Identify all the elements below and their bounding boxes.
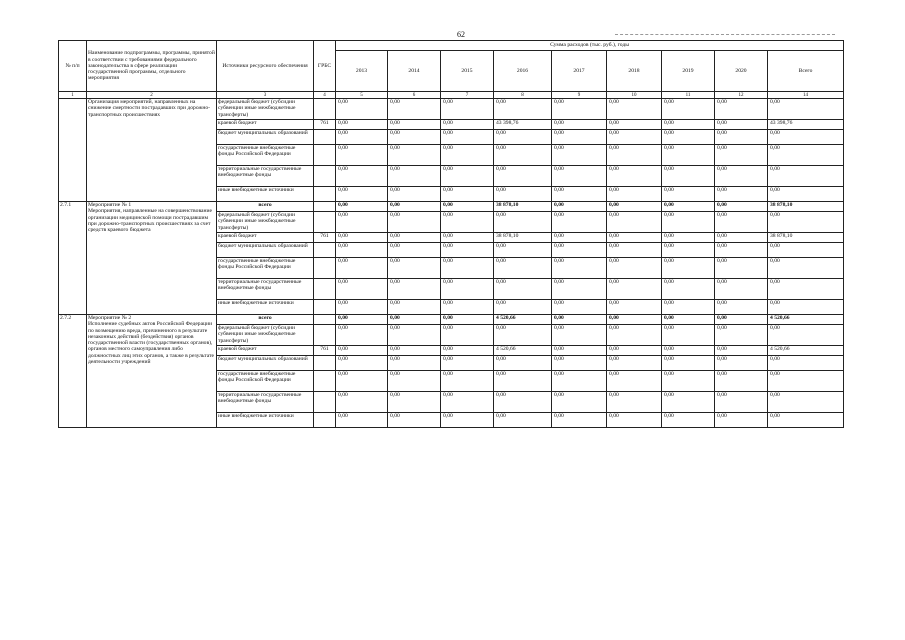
year-value: 0,00 (607, 356, 662, 371)
year-value: 0,00 (662, 212, 715, 233)
year-value: 0,00 (388, 130, 441, 145)
header-name: Наименование подпрограммы, программы, принятой в соответствии с требованиями федерального законодательства в сфере реализации государственной программы, отдельного мероприятия (87, 41, 217, 92)
funding-source: всего (217, 202, 314, 212)
year-value: 0,00 (441, 356, 494, 371)
year-value: 0,00 (662, 99, 715, 120)
year-value: 0,00 (715, 315, 768, 325)
year-value: 0,00 (441, 346, 494, 356)
year-value: 0,00 (441, 325, 494, 346)
header-year: 2017 (552, 51, 607, 92)
total-value: 0,00 (768, 212, 844, 233)
year-value: 0,00 (552, 300, 607, 315)
grbs-code (314, 212, 336, 233)
year-value: 0,00 (715, 356, 768, 371)
year-value: 0,00 (388, 392, 441, 413)
year-value: 0,00 (388, 99, 441, 120)
year-value: 43 398,76 (494, 120, 552, 130)
year-value: 0,00 (441, 279, 494, 300)
column-index: 8 (494, 92, 552, 99)
column-index: 3 (217, 92, 314, 99)
year-value: 0,00 (552, 243, 607, 258)
year-value: 0,00 (715, 300, 768, 315)
funding-source: иные внебюджетные источники (217, 187, 314, 202)
year-value: 0,00 (662, 356, 715, 371)
header-year: 2015 (441, 51, 494, 92)
total-value: 4 520,66 (768, 315, 844, 325)
measure-title: Мероприятие № 2 (88, 315, 132, 321)
year-value: 0,00 (388, 315, 441, 325)
column-index: 14 (768, 92, 844, 99)
total-value: 0,00 (768, 300, 844, 315)
total-value: 0,00 (768, 145, 844, 166)
year-value: 0,00 (607, 413, 662, 428)
grbs-code (314, 145, 336, 166)
year-value: 0,00 (715, 243, 768, 258)
year-value: 0,00 (336, 166, 388, 187)
year-value: 0,00 (607, 325, 662, 346)
year-value: 0,00 (607, 99, 662, 120)
funding-source: краевой бюджет (217, 346, 314, 356)
year-value: 0,00 (552, 371, 607, 392)
column-index: 9 (552, 92, 607, 99)
year-value: 0,00 (494, 413, 552, 428)
year-value: 0,00 (607, 300, 662, 315)
year-value: 0,00 (715, 212, 768, 233)
grbs-code (314, 130, 336, 145)
year-value: 38 878,10 (494, 202, 552, 212)
year-value: 0,00 (607, 120, 662, 130)
column-index: 1 (59, 92, 87, 99)
year-value: 0,00 (441, 233, 494, 243)
total-value: 0,00 (768, 258, 844, 279)
year-value: 0,00 (715, 120, 768, 130)
year-value: 0,00 (441, 212, 494, 233)
year-value: 0,00 (441, 120, 494, 130)
header-sum: Сумма расходов (тыс. руб.), годы (336, 41, 844, 51)
year-value: 0,00 (494, 99, 552, 120)
total-value: 0,00 (768, 371, 844, 392)
table-row (59, 99, 844, 120)
grbs-code (314, 243, 336, 258)
header-year: 2020 (715, 51, 768, 92)
year-value: 38 878,10 (494, 233, 552, 243)
grbs-code (314, 187, 336, 202)
year-value: 0,00 (388, 258, 441, 279)
year-value: 0,00 (441, 413, 494, 428)
funding-source: иные внебюджетные источники (217, 300, 314, 315)
year-value: 0,00 (662, 315, 715, 325)
grbs-code (314, 202, 336, 212)
year-value: 0,00 (715, 99, 768, 120)
total-value: 0,00 (768, 243, 844, 258)
year-value: 0,00 (662, 300, 715, 315)
year-value: 0,00 (494, 325, 552, 346)
year-value: 0,00 (715, 279, 768, 300)
year-value: 0,00 (715, 187, 768, 202)
total-value: 0,00 (768, 279, 844, 300)
year-value: 0,00 (494, 258, 552, 279)
year-value: 0,00 (336, 120, 388, 130)
year-value: 0,00 (336, 233, 388, 243)
grbs-code (314, 279, 336, 300)
year-value: 0,00 (388, 279, 441, 300)
year-value: 0,00 (715, 346, 768, 356)
table-row (59, 202, 844, 212)
year-value: 0,00 (336, 371, 388, 392)
year-value: 0,00 (607, 279, 662, 300)
year-value: 0,00 (552, 392, 607, 413)
table-row (59, 315, 844, 325)
measure-name (87, 202, 217, 315)
funding-source: бюджет муниципальных образований (217, 243, 314, 258)
year-value: 0,00 (494, 187, 552, 202)
grbs-code (314, 413, 336, 428)
year-value: 0,00 (607, 233, 662, 243)
header-grbs: ГРБС (314, 41, 336, 92)
measure-title: Мероприятие № 1 (88, 202, 132, 208)
year-value: 0,00 (715, 325, 768, 346)
funding-source: краевой бюджет (217, 120, 314, 130)
year-value: 0,00 (441, 145, 494, 166)
column-index: 7 (441, 92, 494, 99)
year-value: 0,00 (388, 120, 441, 130)
expenses-table (58, 40, 844, 428)
year-value: 0,00 (715, 130, 768, 145)
year-value: 0,00 (388, 187, 441, 202)
year-value: 0,00 (388, 300, 441, 315)
year-value: 0,00 (441, 187, 494, 202)
year-value: 0,00 (607, 371, 662, 392)
total-value: 0,00 (768, 187, 844, 202)
year-value: 0,00 (607, 258, 662, 279)
funding-source: государственные внебюджетные фонды Российской Федерации (217, 145, 314, 166)
year-value: 0,00 (388, 212, 441, 233)
measure-name (87, 315, 217, 428)
funding-source: государственные внебюджетные фонды Российской Федерации (217, 258, 314, 279)
total-value: 0,00 (768, 99, 844, 120)
year-value: 0,00 (715, 371, 768, 392)
year-value: 0,00 (607, 212, 662, 233)
header-np: № п/п (59, 41, 87, 92)
column-index: 10 (607, 92, 662, 99)
year-value: 0,00 (552, 325, 607, 346)
year-value: 0,00 (662, 392, 715, 413)
year-value: 0,00 (715, 145, 768, 166)
page-number: 62 (457, 30, 465, 39)
column-index: 5 (336, 92, 388, 99)
funding-source: территориальные государственные внебюджетные фонды (217, 392, 314, 413)
row-number: 2.7.1 (59, 202, 87, 315)
year-value: 0,00 (336, 346, 388, 356)
header-source: Источники ресурсного обеспечения (217, 41, 314, 92)
year-value: 0,00 (336, 99, 388, 120)
year-value: 0,00 (662, 279, 715, 300)
year-value: 0,00 (662, 371, 715, 392)
year-value: 0,00 (552, 99, 607, 120)
year-value: 0,00 (552, 187, 607, 202)
year-value: 0,00 (662, 346, 715, 356)
total-value: 43 398,76 (768, 120, 844, 130)
year-value: 0,00 (715, 413, 768, 428)
year-value: 0,00 (715, 166, 768, 187)
header-year: 2019 (662, 51, 715, 92)
header-year: 2016 (494, 51, 552, 92)
year-value: 0,00 (336, 300, 388, 315)
year-value: 0,00 (607, 315, 662, 325)
year-value: 0,00 (552, 202, 607, 212)
grbs-code: 761 (314, 120, 336, 130)
year-value: 0,00 (441, 300, 494, 315)
year-value: 0,00 (662, 258, 715, 279)
year-value: 0,00 (336, 413, 388, 428)
year-value: 0,00 (662, 130, 715, 145)
year-value: 0,00 (336, 130, 388, 145)
column-index: 6 (388, 92, 441, 99)
year-value: 0,00 (607, 243, 662, 258)
year-value: 0,00 (662, 120, 715, 130)
grbs-code (314, 166, 336, 187)
year-value: 0,00 (662, 202, 715, 212)
total-value: 4 520,66 (768, 346, 844, 356)
table-body (59, 99, 844, 428)
column-index-row (59, 92, 844, 99)
year-value: 0,00 (552, 130, 607, 145)
measure-description: Организация мероприятий, направленных на снижение смертности пострадавших при дорожно-транспортных происшествиях (88, 99, 211, 118)
year-value: 0,00 (662, 243, 715, 258)
year-value: 0,00 (441, 202, 494, 212)
total-value: 0,00 (768, 356, 844, 371)
total-value: 0,00 (768, 130, 844, 145)
year-value: 0,00 (607, 202, 662, 212)
year-value: 0,00 (441, 371, 494, 392)
year-value: 4 520,66 (494, 315, 552, 325)
year-value: 0,00 (336, 315, 388, 325)
grbs-code (314, 315, 336, 325)
grbs-code (314, 356, 336, 371)
year-value: 0,00 (552, 120, 607, 130)
year-value: 0,00 (552, 258, 607, 279)
year-value: 0,00 (388, 413, 441, 428)
funding-source: федеральный бюджет (субсидии субвенции иные межбюджетные трансферты) (217, 99, 314, 120)
year-value: 0,00 (607, 346, 662, 356)
year-value: 0,00 (715, 258, 768, 279)
header-year: 2018 (607, 51, 662, 92)
year-value: 0,00 (662, 325, 715, 346)
year-value: 0,00 (715, 202, 768, 212)
column-index: 11 (662, 92, 715, 99)
column-index: 2 (87, 92, 217, 99)
grbs-code (314, 300, 336, 315)
funding-source: бюджет муниципальных образований (217, 130, 314, 145)
header-year: 2014 (388, 51, 441, 92)
year-value: 0,00 (494, 243, 552, 258)
year-value: 0,00 (388, 356, 441, 371)
year-value: 0,00 (336, 279, 388, 300)
grbs-code (314, 99, 336, 120)
total-value: 0,00 (768, 325, 844, 346)
grbs-code: 761 (314, 233, 336, 243)
header-dashes (615, 34, 835, 35)
year-value: 0,00 (552, 413, 607, 428)
year-value: 0,00 (552, 279, 607, 300)
year-value: 0,00 (336, 202, 388, 212)
funding-source: всего (217, 315, 314, 325)
year-value: 0,00 (552, 233, 607, 243)
funding-source: территориальные государственные внебюджетные фонды (217, 166, 314, 187)
column-index: 12 (715, 92, 768, 99)
year-value: 0,00 (441, 258, 494, 279)
year-value: 0,00 (662, 413, 715, 428)
year-value: 0,00 (441, 243, 494, 258)
year-value: 0,00 (336, 243, 388, 258)
total-value: 38 878,10 (768, 202, 844, 212)
funding-source: территориальные государственные внебюджетные фонды (217, 279, 314, 300)
year-value: 0,00 (388, 233, 441, 243)
total-value: 0,00 (768, 166, 844, 187)
year-value: 0,00 (607, 130, 662, 145)
year-value: 0,00 (607, 166, 662, 187)
column-index: 4 (314, 92, 336, 99)
year-value: 0,00 (441, 315, 494, 325)
year-value: 0,00 (388, 166, 441, 187)
year-value: 0,00 (494, 300, 552, 315)
year-value: 0,00 (388, 202, 441, 212)
header-year-total: Всего (768, 51, 844, 92)
grbs-code (314, 325, 336, 346)
year-value: 0,00 (388, 346, 441, 356)
year-value: 0,00 (494, 392, 552, 413)
total-value: 0,00 (768, 413, 844, 428)
funding-source: федеральный бюджет (субсидии субвенции иные межбюджетные трансферты) (217, 325, 314, 346)
grbs-code: 761 (314, 346, 336, 356)
year-value: 0,00 (715, 392, 768, 413)
year-value: 0,00 (388, 145, 441, 166)
year-value: 0,00 (715, 233, 768, 243)
year-value: 0,00 (336, 392, 388, 413)
year-value: 0,00 (494, 130, 552, 145)
measure-description: Мероприятия, направленные на совершенствование организации медицинской помощи пострадавшим при дорожно-транспортных происшествиях за счет средств краевого бюджета (88, 208, 212, 234)
year-value: 0,00 (494, 145, 552, 166)
year-value: 0,00 (388, 325, 441, 346)
year-value: 0,00 (552, 145, 607, 166)
header-year: 2013 (336, 51, 388, 92)
year-value: 0,00 (441, 99, 494, 120)
year-value: 0,00 (388, 243, 441, 258)
grbs-code (314, 371, 336, 392)
year-value: 0,00 (662, 145, 715, 166)
year-value: 0,00 (336, 187, 388, 202)
funding-source: иные внебюджетные источники (217, 413, 314, 428)
measure-description: Исполнение судебных актов Российской Федерации по возмещению вреда, причиненного в результате незаконных действий (бездействия) органов государственной власти (государственных органов), органов местного самоуправления либо должностных лиц этих органов, а также в результате деятельности учреждений (88, 321, 215, 366)
funding-source: федеральный бюджет (субсидии субвенции иные межбюджетные трансферты) (217, 212, 314, 233)
year-value: 0,00 (552, 346, 607, 356)
funding-source: бюджет муниципальных образований (217, 356, 314, 371)
year-value: 0,00 (336, 258, 388, 279)
year-value: 0,00 (336, 325, 388, 346)
funding-source: государственные внебюджетные фонды Российской Федерации (217, 371, 314, 392)
year-value: 0,00 (336, 212, 388, 233)
year-value: 0,00 (607, 145, 662, 166)
grbs-code (314, 258, 336, 279)
year-value: 0,00 (441, 392, 494, 413)
measure-name (87, 99, 217, 202)
year-value: 0,00 (662, 187, 715, 202)
year-value: 0,00 (552, 315, 607, 325)
year-value: 0,00 (441, 166, 494, 187)
total-value: 38 878,10 (768, 233, 844, 243)
year-value: 0,00 (441, 130, 494, 145)
year-value: 0,00 (662, 233, 715, 243)
year-value: 4 520,66 (494, 346, 552, 356)
year-value: 0,00 (388, 371, 441, 392)
year-value: 0,00 (494, 279, 552, 300)
row-number (59, 99, 87, 202)
year-value: 0,00 (552, 212, 607, 233)
year-value: 0,00 (494, 371, 552, 392)
year-value: 0,00 (494, 356, 552, 371)
year-value: 0,00 (607, 392, 662, 413)
year-value: 0,00 (662, 166, 715, 187)
row-number: 2.7.2 (59, 315, 87, 428)
grbs-code (314, 392, 336, 413)
year-value: 0,00 (336, 356, 388, 371)
year-value: 0,00 (494, 212, 552, 233)
year-value: 0,00 (607, 187, 662, 202)
year-value: 0,00 (336, 145, 388, 166)
year-value: 0,00 (552, 356, 607, 371)
total-value: 0,00 (768, 392, 844, 413)
year-value: 0,00 (552, 166, 607, 187)
funding-source: краевой бюджет (217, 233, 314, 243)
year-value: 0,00 (494, 166, 552, 187)
